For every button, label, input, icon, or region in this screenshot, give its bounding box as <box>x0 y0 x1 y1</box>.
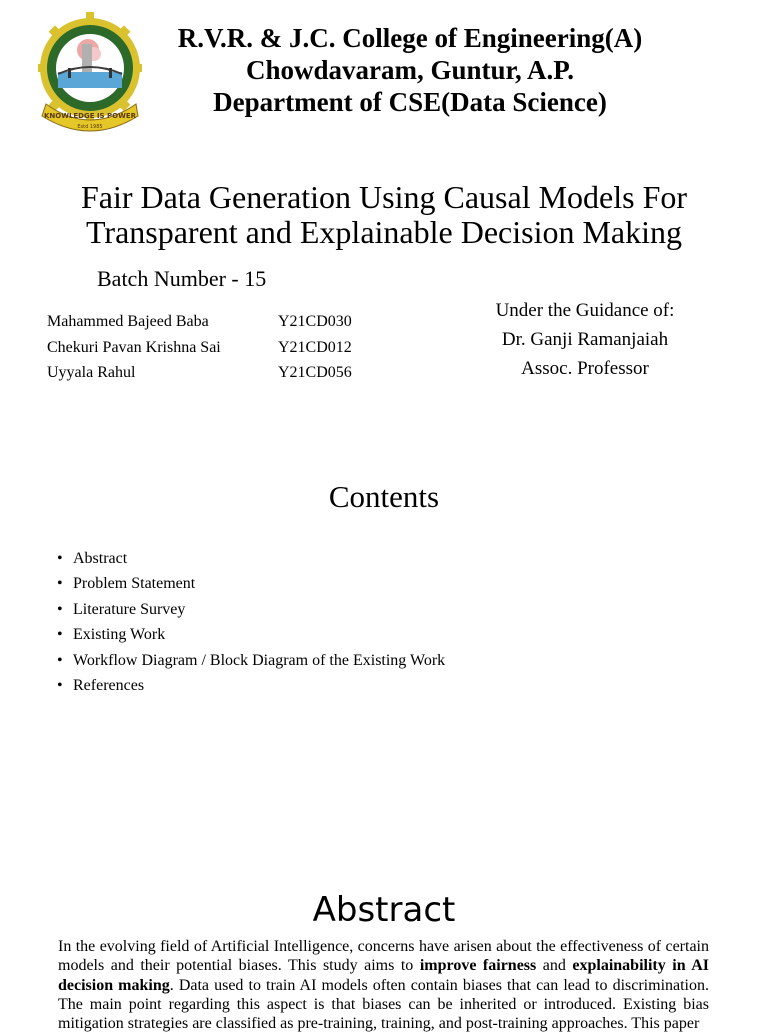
member-name: Uyyala Rahul <box>47 364 136 381</box>
abstract-paragraph <box>58 937 709 1033</box>
guide-designation: Assoc. Professor <box>521 358 649 379</box>
member-roll-number: Y21CD030 <box>278 313 352 330</box>
college-emblem-icon <box>38 10 146 134</box>
bullet-icon: • <box>57 575 63 593</box>
abstract-text: In the evolving field of Artificial Intelligence, concerns have arisen about the effectiveness of certain models and their potential biases. This study aims to <box>58 938 709 975</box>
project-title <box>20 180 748 250</box>
guide-name: Dr. Ganji Ramanjaiah <box>501 329 669 350</box>
bullet-icon: • <box>57 550 63 567</box>
member-roll-number: Y21CD056 <box>278 364 352 381</box>
abstract-text: and <box>536 957 573 975</box>
guide-block <box>440 296 730 383</box>
contents-item-references <box>57 673 445 698</box>
college-name: R.V.R. & J.C. College of Engineering(A) <box>177 23 643 53</box>
team-members <box>47 311 352 388</box>
contents-item-literature-survey <box>57 597 445 622</box>
team-member-row <box>47 337 352 363</box>
svg-text:KNOWLEDGE IS POWER: KNOWLEDGE IS POWER <box>43 112 137 120</box>
team-member-row <box>47 362 352 388</box>
contents-item-problem-statement <box>57 571 445 596</box>
abstract-heading: Abstract <box>312 890 456 930</box>
department-name: Department of CSE(Data Science) <box>213 87 607 117</box>
contents-item-abstract <box>57 546 445 571</box>
guide-heading: Under the Guidance of: <box>495 300 675 321</box>
abstract-text: . Data used to train AI models often contain biases that can lead to discrimination. The main point regarding this aspect is that biases can be inherited or introduced. Existing bias mitigation strategies are classified as pre-training, training, and post-training approaches. This paper <box>58 976 710 1033</box>
contents-item-workflow-diagram <box>57 648 445 673</box>
contents-item-existing-work <box>57 622 445 647</box>
college-header <box>150 22 670 118</box>
contents-item-label: Workflow Diagram / Block Diagram of the Existing Work <box>73 651 446 669</box>
abstract-emphasis: improve fairness <box>419 957 537 975</box>
contents-item-label: References <box>73 676 145 694</box>
college-logo <box>38 10 146 134</box>
college-address: Chowdavaram, Guntur, A.P. <box>245 55 575 85</box>
contents-item-label: Existing Work <box>73 626 166 644</box>
abstract-emphasis: explainability in AI decision making <box>58 957 710 994</box>
team-member-row <box>47 311 352 337</box>
bullet-icon: • <box>57 626 63 644</box>
contents-item-label: Abstract <box>73 550 128 567</box>
contents-item-label: Literature Survey <box>73 600 186 618</box>
member-name: Mahammed Bajeed Baba <box>47 313 209 330</box>
project-title-line-1: Fair Data Generation Using Causal Models For <box>80 179 688 215</box>
batch-number: Batch Number - 15 <box>97 266 267 291</box>
bullet-icon: • <box>57 676 63 694</box>
bullet-icon: • <box>57 651 63 669</box>
member-name: Chekuri Pavan Krishna Sai <box>47 338 221 356</box>
svg-text:Estd 1985: Estd 1985 <box>77 124 103 130</box>
member-roll-number: Y21CD012 <box>278 338 352 356</box>
bullet-icon: • <box>57 600 63 618</box>
project-title-line-2: Transparent and Explainable Decision Making <box>85 214 682 250</box>
contents-item-label: Problem Statement <box>73 575 196 593</box>
contents-heading: Contents <box>328 479 440 514</box>
contents-list <box>57 546 445 698</box>
